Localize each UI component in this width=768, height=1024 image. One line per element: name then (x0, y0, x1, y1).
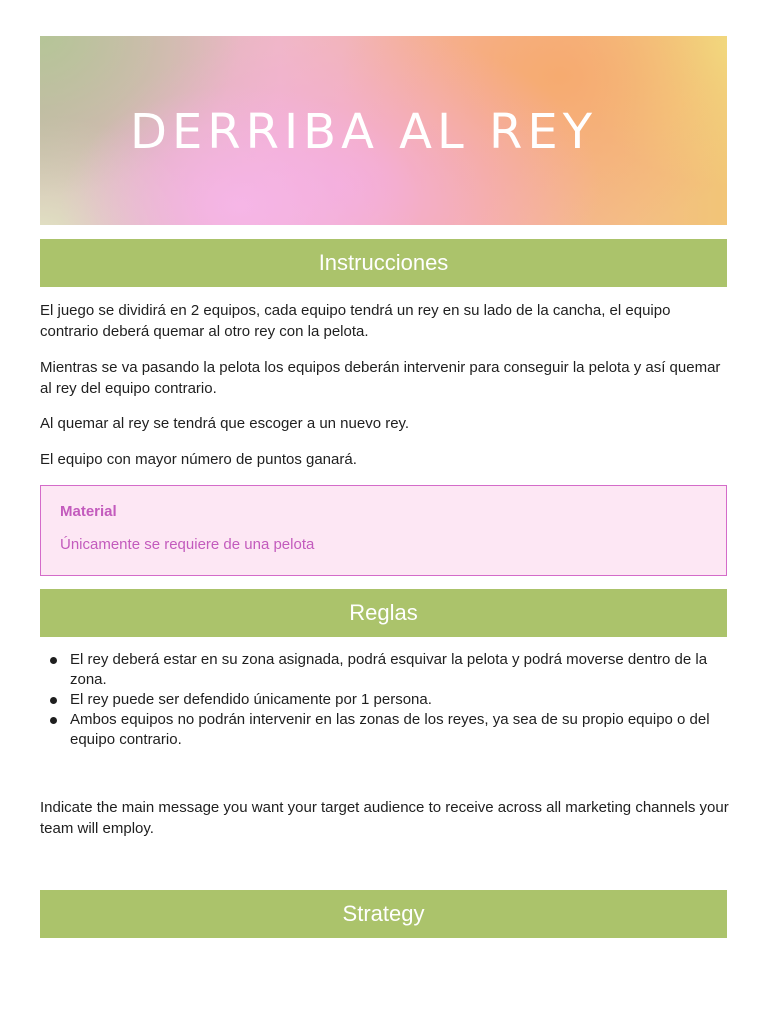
bullet-icon (50, 717, 57, 724)
list-item (40, 690, 730, 710)
hero-banner (40, 36, 727, 225)
rule-text: El rey puede ser defendido únicamente por 1 persona. (70, 691, 432, 708)
list-item (40, 710, 730, 750)
section-header-reglas: Reglas (40, 589, 727, 637)
main-message-paragraph: Indicate the main message you want your target audience to receive across all marketing channels your team will employ. (40, 799, 729, 837)
section-header-strategy: Strategy (40, 890, 727, 938)
instructions-paragraph-2: Mientras se va pasando la pelota los equipos deberán intervenir para conseguir la pelota y así quemar al rey del equipo contrario. (40, 359, 721, 397)
list-item (40, 650, 730, 690)
material-text: Únicamente se requiere de una pelota (60, 536, 315, 553)
material-callout (40, 485, 727, 576)
material-title: Material (60, 503, 117, 520)
bullet-icon (50, 657, 57, 664)
instructions-paragraph-4: El equipo con mayor número de puntos ganará. (40, 451, 357, 468)
bullet-icon (50, 697, 57, 704)
section-header-instrucciones: Instrucciones (40, 239, 727, 287)
rules-list (40, 650, 730, 750)
rule-text: El rey deberá estar en su zona asignada, podrá esquivar la pelota y podrá moverse dentro de la zona. (70, 651, 708, 688)
instructions-paragraph-3: Al quemar al rey se tendrá que escoger a un nuevo rey. (40, 415, 410, 432)
instructions-paragraph-1: El juego se dividirá en 2 equipos, cada equipo tendrá un rey en su lado de la cancha, el equipo contrario deberá quemar al otro rey con la pelota. (40, 302, 671, 340)
rule-text: Ambos equipos no podrán intervenir en las zonas de los reyes, ya sea de su propio equipo o del equipo contrario. (70, 711, 710, 748)
page-title: DERRIBA AL REY (130, 104, 598, 160)
